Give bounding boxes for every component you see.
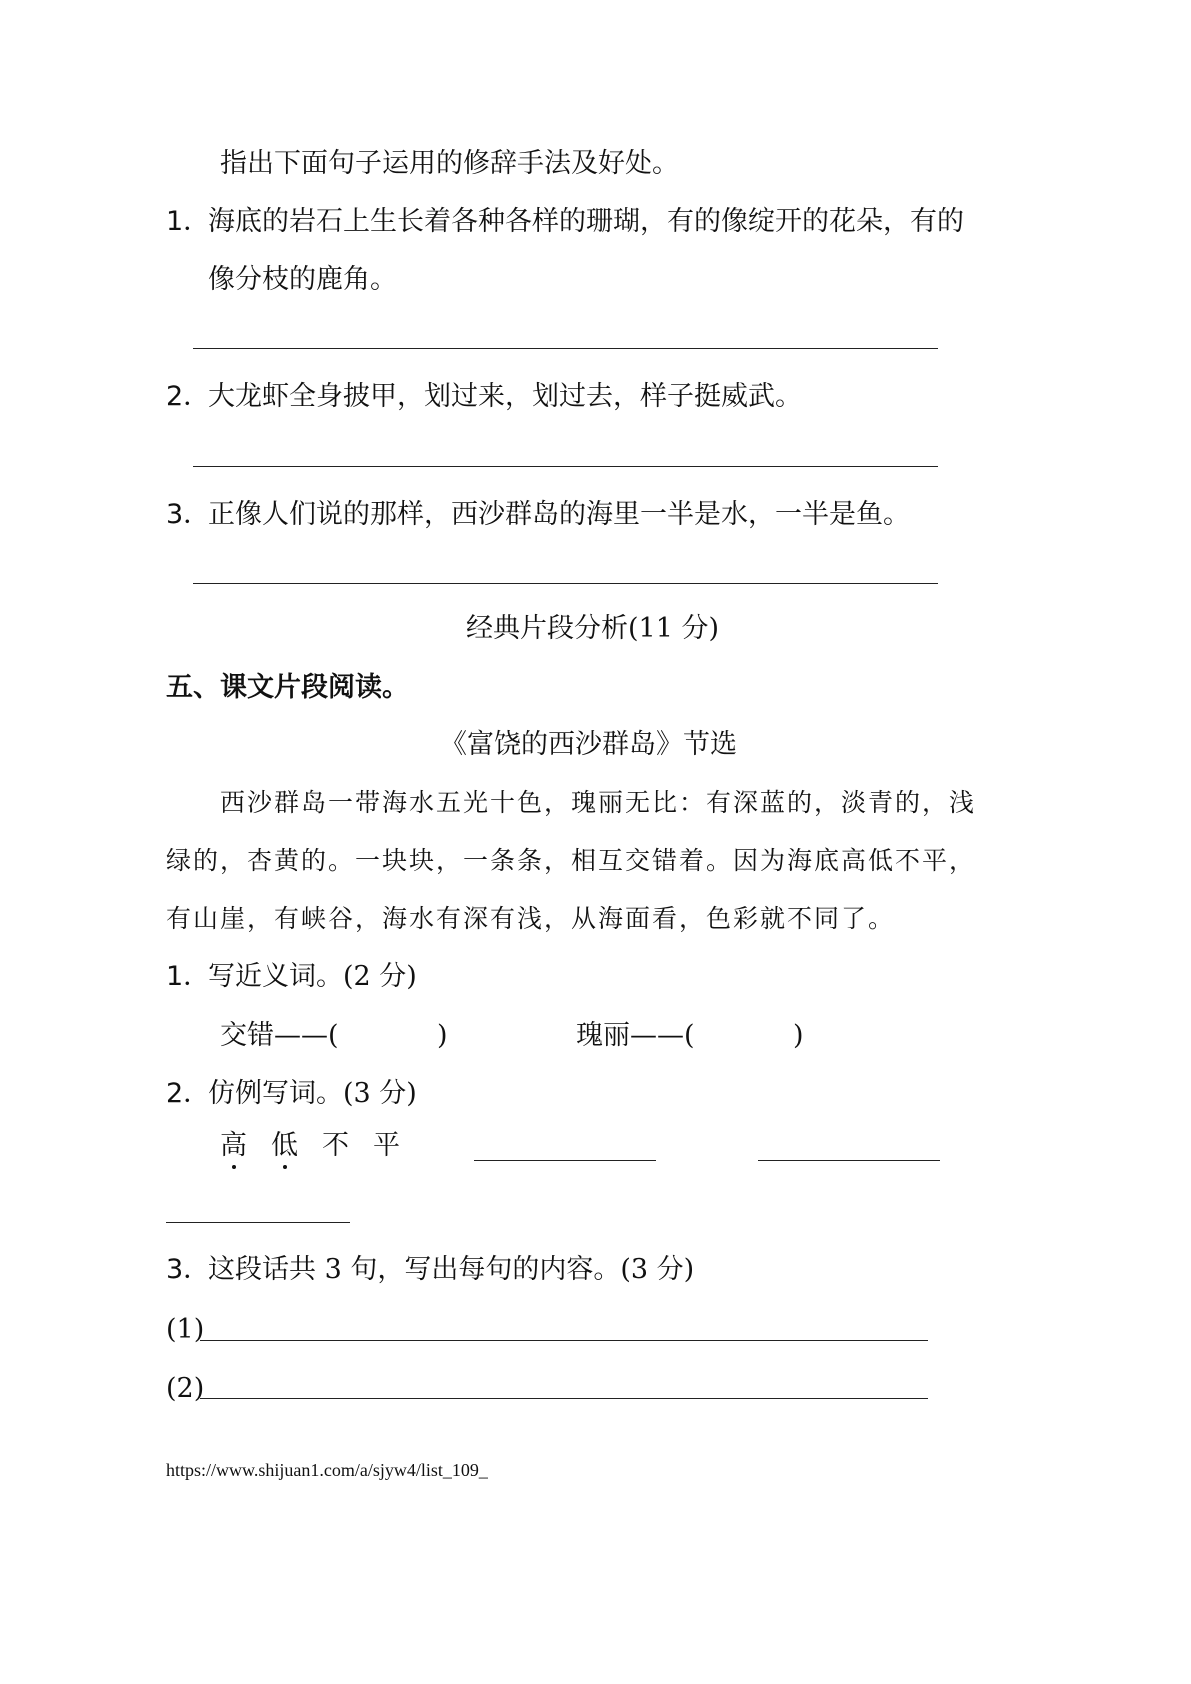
example-char-2: 低 xyxy=(271,1130,298,1161)
footer-url[interactable]: https://www.shijuan1.com/a/sjyw4/list_109_ xyxy=(166,1460,488,1480)
q2-answer-line-2[interactable] xyxy=(758,1160,940,1161)
passage-line-2: 绿的，杏黄的。一块块，一条条，相互交错着。因为海底高低不平， xyxy=(166,846,977,875)
section-header: 经典片段分析(11 分) xyxy=(466,613,720,644)
q3-text: 这段话共 3 句，写出每句的内容。(3 分) xyxy=(208,1254,695,1285)
q1-right-close: ) xyxy=(793,1020,804,1051)
q1-left-close: ) xyxy=(437,1020,448,1051)
q3-answer-line-1[interactable] xyxy=(200,1340,928,1341)
item2-line1: 大龙虾全身披甲，划过来，划过去，样子挺威武。 xyxy=(208,381,802,412)
q1-left-word: 交错——( xyxy=(220,1020,339,1051)
item1-answer-line[interactable] xyxy=(193,348,938,349)
example-char-4: 平 xyxy=(373,1130,400,1161)
q2-example-word xyxy=(220,1129,400,1163)
q3-answer-label-2: (2) xyxy=(166,1373,205,1404)
passage-title: 《富饶的西沙群岛》节选 xyxy=(440,729,737,760)
q2-answer-line-1[interactable] xyxy=(474,1160,656,1161)
item3-number: 3． xyxy=(166,499,211,530)
q3-answer-line-2[interactable] xyxy=(200,1398,928,1399)
item2-number: 2． xyxy=(166,381,211,412)
example-char-1: 高 xyxy=(220,1130,247,1161)
q2-number: 2． xyxy=(166,1078,211,1109)
example-char-3: 不 xyxy=(322,1130,349,1161)
q1-right-answer-field[interactable] xyxy=(698,1014,793,1050)
item3-answer-line[interactable] xyxy=(193,583,938,584)
item1-line1: 海底的岩石上生长着各种各样的珊瑚，有的像绽开的花朵，有的 xyxy=(208,206,964,237)
item1-number: 1． xyxy=(166,206,211,237)
q1-number: 1． xyxy=(166,961,211,992)
part4-instruction: 指出下面句子运用的修辞手法及好处。 xyxy=(220,148,679,179)
q3-number: 3． xyxy=(166,1254,211,1285)
q1-left-answer-field[interactable] xyxy=(342,1014,437,1050)
q1-right-word: 瑰丽——( xyxy=(576,1020,695,1051)
item1-line2: 像分枝的鹿角。 xyxy=(208,264,397,295)
passage-line-3: 有山崖，有峡谷，海水有深有浅，从海面看，色彩就不同了。 xyxy=(166,904,896,933)
item3-line1: 正像人们说的那样，西沙群岛的海里一半是水，一半是鱼。 xyxy=(208,499,910,530)
q2-answer-line-3[interactable] xyxy=(166,1222,350,1223)
q3-answer-label-1: (1) xyxy=(166,1314,205,1345)
part5-heading: 五、课文片段阅读。 xyxy=(166,672,409,703)
q2-text: 仿例写词。(3 分) xyxy=(208,1078,417,1109)
q1-text: 写近义词。(2 分) xyxy=(208,961,417,992)
passage-line-1: 西沙群岛一带海水五光十色，瑰丽无比：有深蓝的，淡青的，浅 xyxy=(220,788,977,817)
item2-answer-line[interactable] xyxy=(193,466,938,467)
